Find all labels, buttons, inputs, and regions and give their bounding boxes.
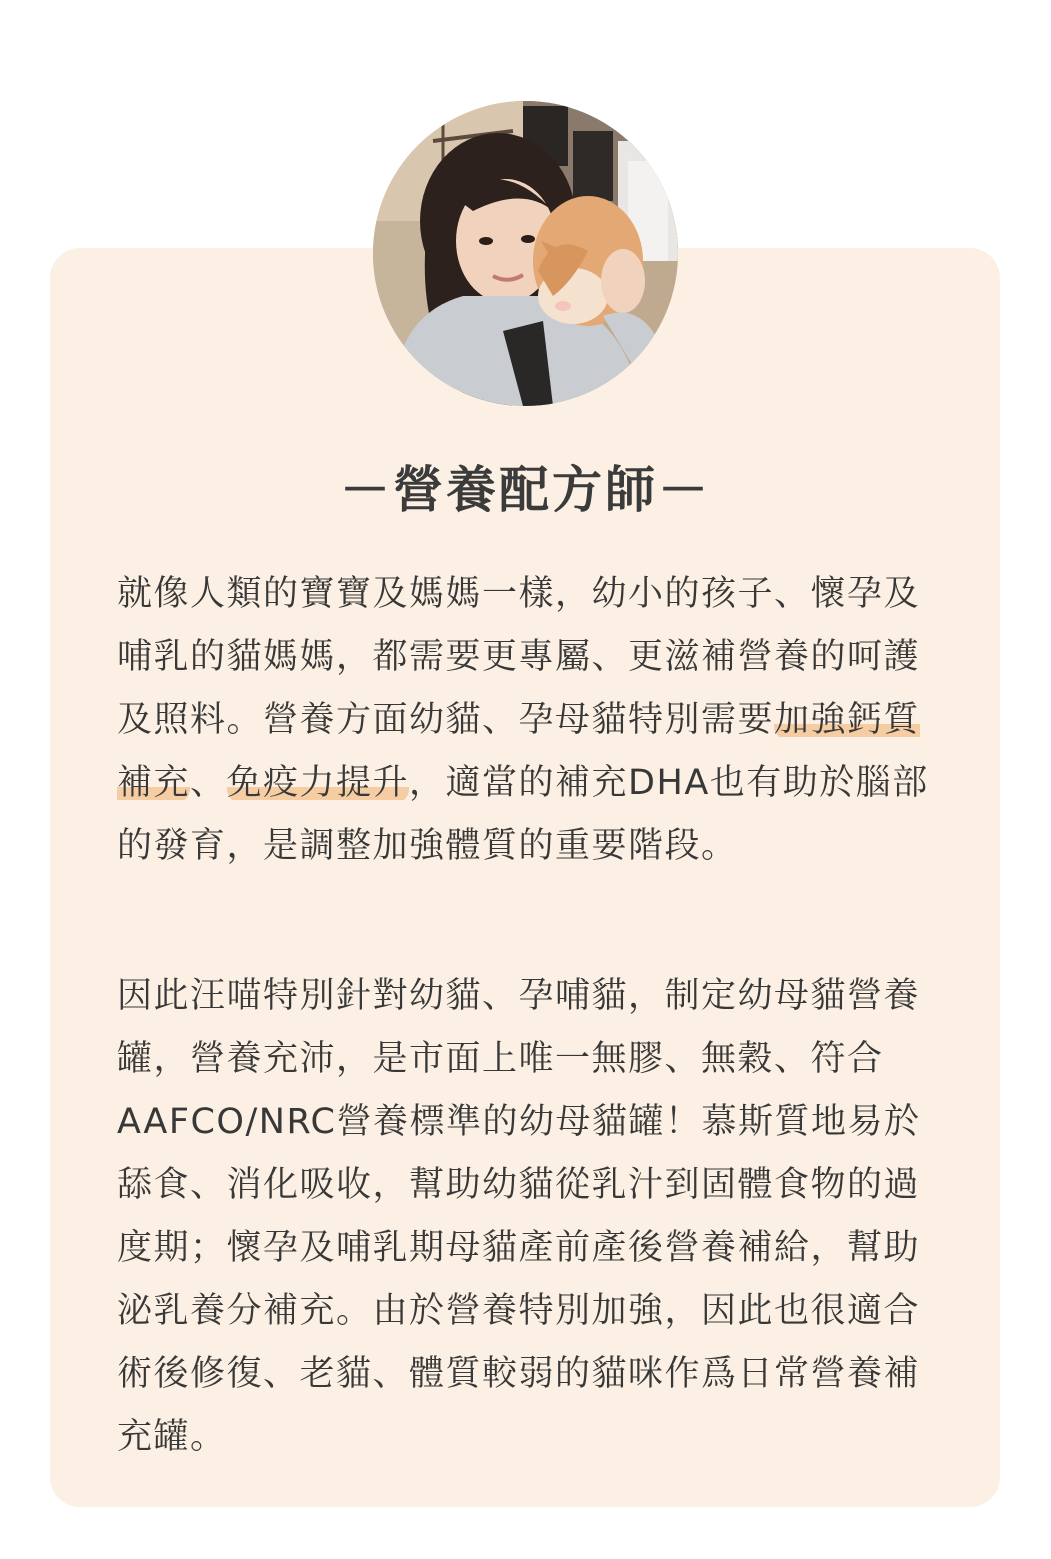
highlight-immunity: 免疫力提升 bbox=[226, 763, 410, 803]
profile-photo bbox=[373, 101, 678, 406]
woman-holding-cat-photo bbox=[373, 101, 678, 406]
intro-text-start: 就像人類的寶寶及媽媽一樣，幼小的孩子、懷孕及哺乳的貓媽媽，都需要更專屬、更滋補營養的呵護及照料。營養方面幼貓、孕母貓特別需要 bbox=[117, 574, 921, 740]
page-title: －營養配方師－ bbox=[340, 461, 711, 519]
intro-paragraph bbox=[117, 563, 937, 878]
intro-separator: 、 bbox=[190, 763, 227, 803]
intro-text-end: ，適當的補充DHA也有助於腦部的發育，是調整加強體質的重要階段。 bbox=[117, 763, 929, 866]
body-text: 因此汪喵特別針對幼貓、孕哺貓，制定幼母貓營養罐，營養充沛，是市面上唯一無膠、無穀、符合AAFCO/NRC營養標準的幼母貓罐！慕斯質地易於舔食、消化吸收，幫助幼貓從乳汁到固體食物的過度期；懷孕及哺乳期母貓產前產後營養補給，幫助泌乳養分補充。由於營養特別加強，因此也很適合術後修復、老貓、體質較弱的貓咪作爲日常營養補充罐。 bbox=[117, 976, 921, 1457]
highlight-calcium: 加強鈣質補充 bbox=[117, 700, 921, 803]
body-paragraph bbox=[117, 965, 937, 1469]
